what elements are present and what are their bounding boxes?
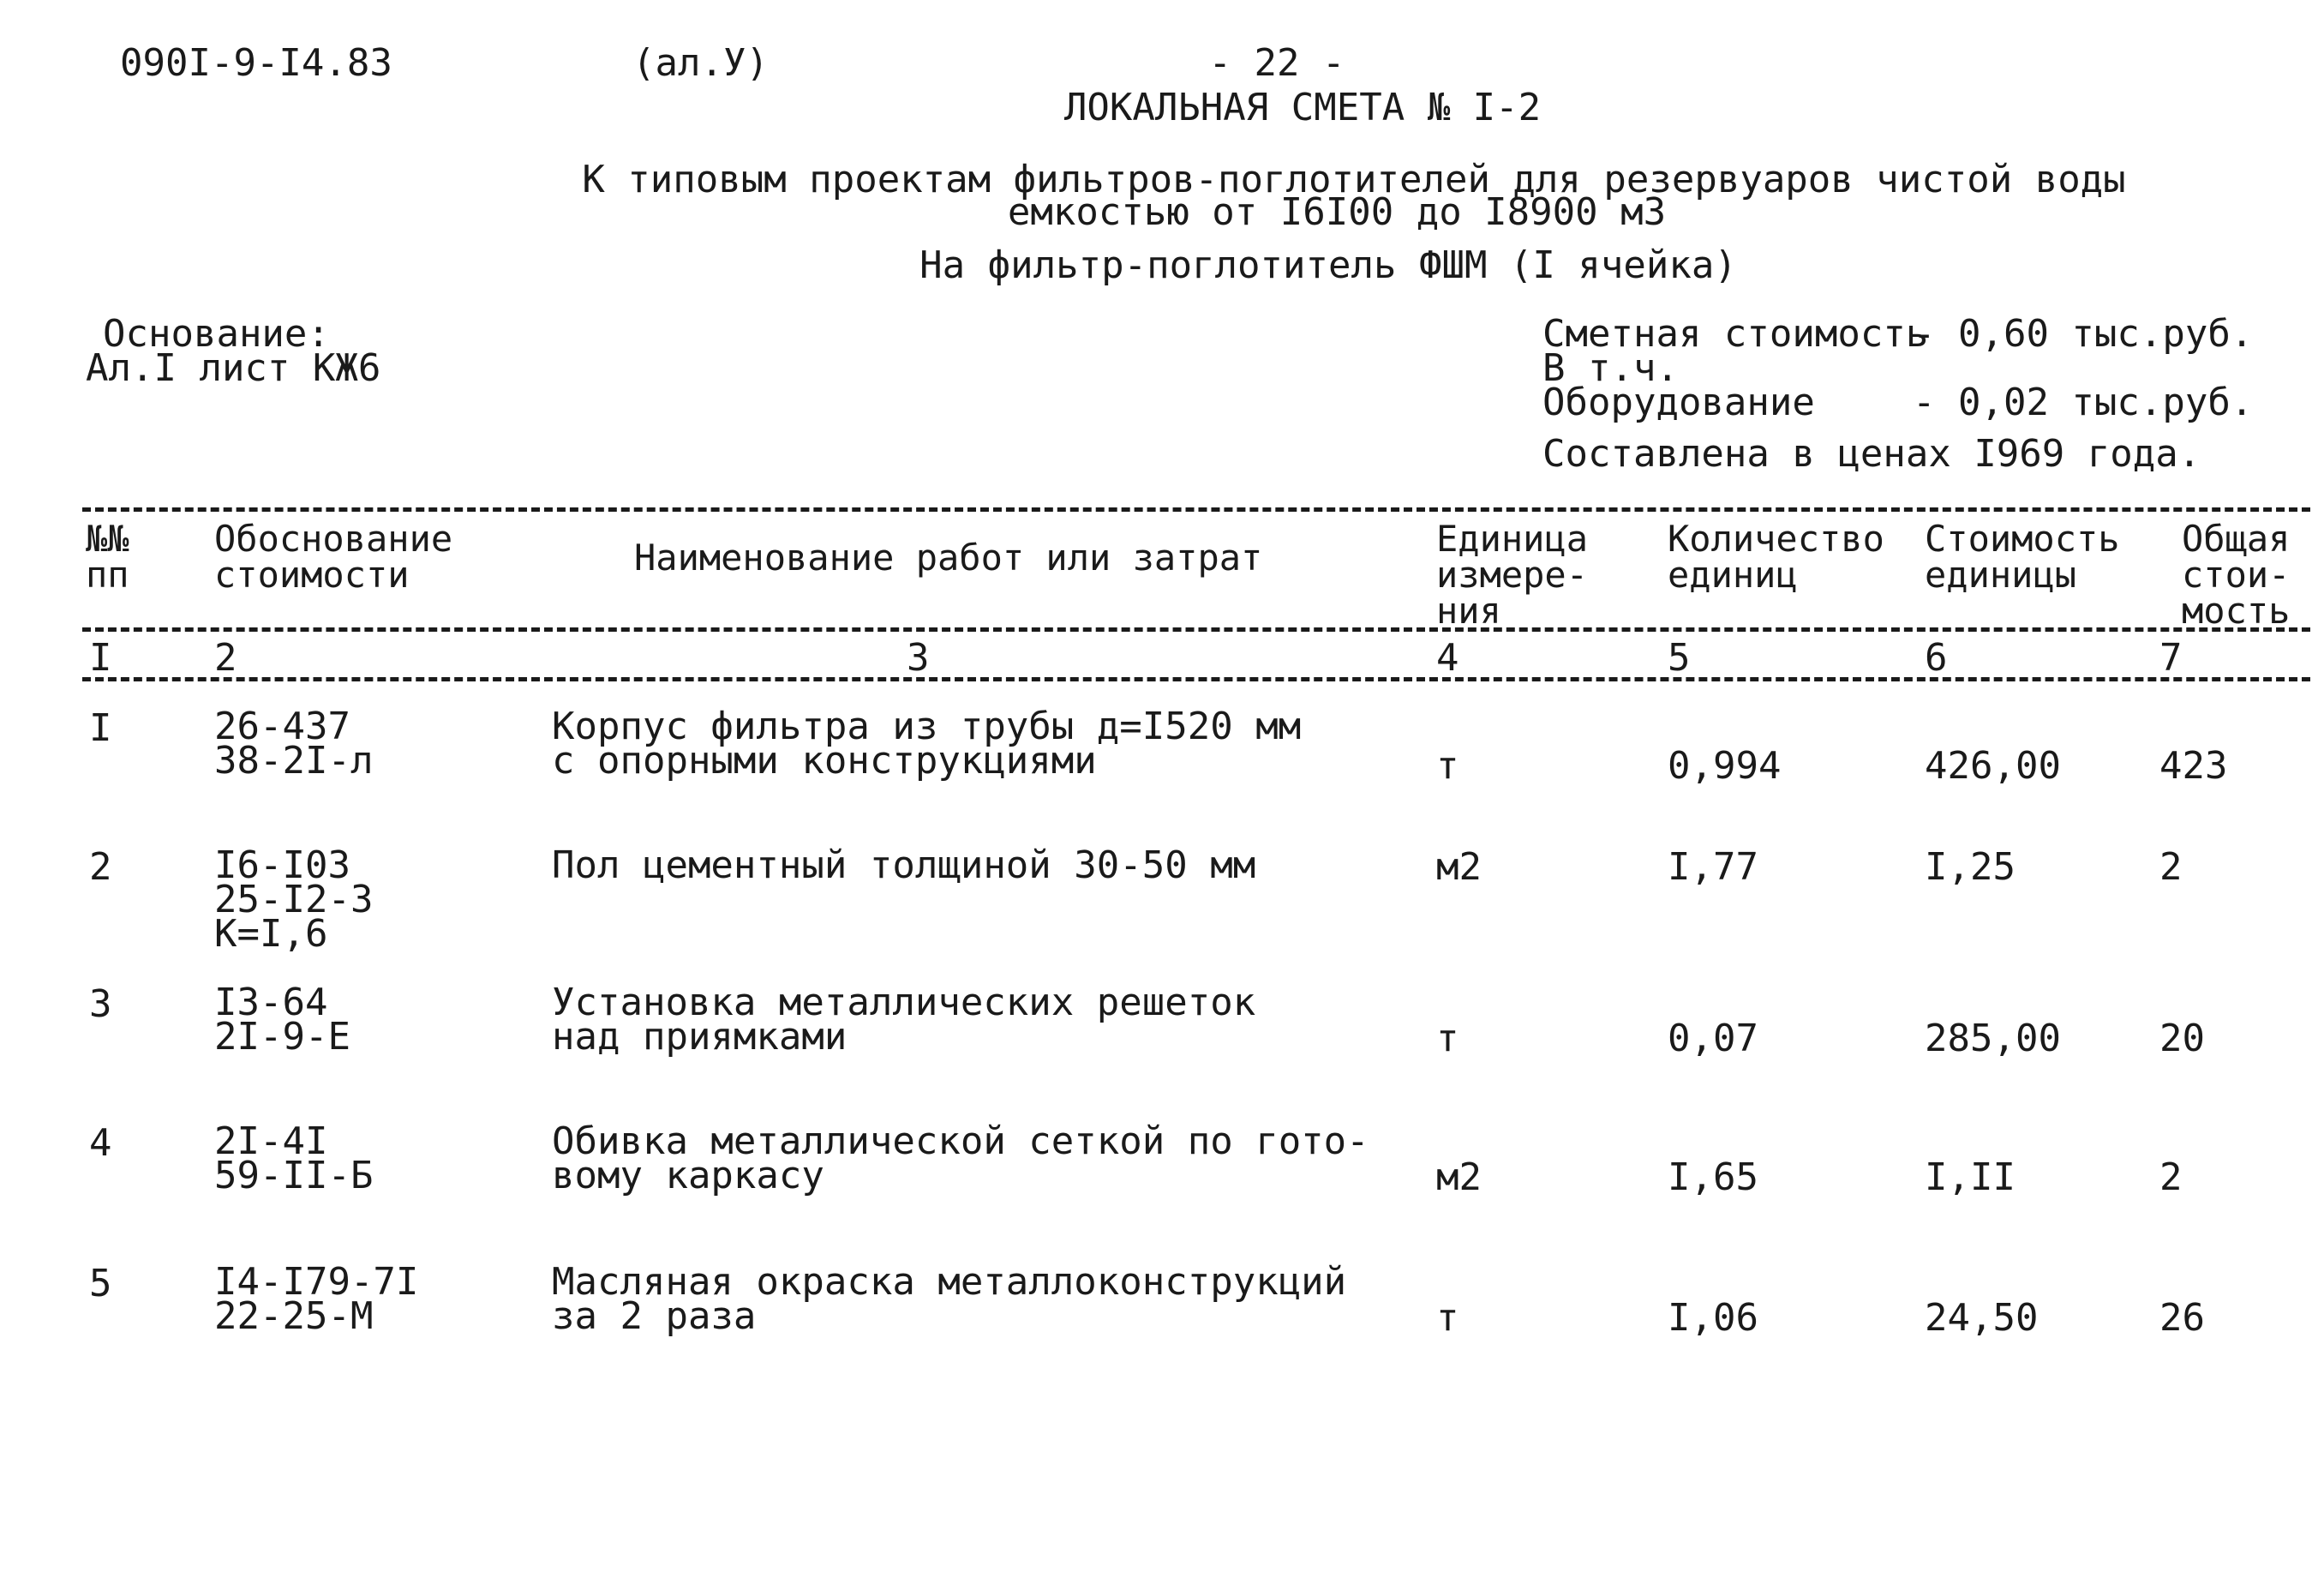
row-1-name: Корпус фильтра из трубы д=I520 мм с опорными конструкциями [552, 705, 1302, 783]
row-5-quantity: I,06 [1668, 1296, 1758, 1340]
column-number-1: I [89, 636, 112, 680]
row-5-name: Масляная окраска металлоконструкций за 2 раза [552, 1260, 1347, 1338]
row-1-unit-cost: 426,00 [1925, 744, 2061, 788]
column-number-6: 6 [1925, 636, 1948, 680]
prices-year-note: Составлена в ценах I969 года. [1542, 432, 2201, 476]
header-col7: Общая стои- мость [2182, 518, 2291, 632]
row-2-quantity: I,77 [1668, 845, 1758, 889]
table-header-rule [82, 627, 2310, 632]
header-col5: Количество единиц [1668, 518, 1884, 596]
column-number-7: 7 [2159, 636, 2183, 680]
header-col3: Наименование работ или затрат [634, 537, 1263, 579]
row-5-unit: т [1436, 1296, 1459, 1340]
row-4-unit: м2 [1436, 1155, 1482, 1199]
table-top-rule [82, 507, 2310, 512]
basis-value: Ал.I лист КЖ6 [86, 346, 381, 390]
row-2-unit-cost: I,25 [1925, 845, 2016, 889]
column-number-3: 3 [907, 636, 930, 680]
estimate-subtitle-line1: К типовым проектам фильтров-поглотителей для резервуаров чистой воды [582, 158, 2126, 201]
header-col2: Обоснование стоимости [214, 518, 453, 596]
row-2-total: 2 [2159, 845, 2183, 889]
column-number-5: 5 [1668, 636, 1691, 680]
column-numbers-rule [82, 677, 2310, 681]
header-col6: Стоимость единицы [1925, 518, 2120, 596]
estimate-subtitle-line3: На фильтр-поглотитель ФШМ (I ячейка) [919, 243, 1737, 287]
row-1-quantity: 0,994 [1668, 744, 1782, 788]
row-5-basis: I4-I79-7I 22-25-М [214, 1260, 419, 1338]
row-2-number: 2 [89, 845, 112, 889]
header-col4: Единица измере- ния [1436, 518, 1589, 632]
row-4-name: Обивка металлической сеткой по гото- вому каркасу [552, 1119, 1369, 1197]
total-cost-label: Сметная стоимость [1542, 312, 1929, 356]
equipment-value: - 0,02 тыс.руб. [1913, 381, 2254, 424]
row-4-unit-cost: I,II [1925, 1155, 2016, 1199]
total-cost-value: - 0,60 тыс.руб. [1913, 312, 2254, 356]
row-1-basis: 26-437 38-2I-л [214, 705, 374, 783]
row-3-quantity: 0,07 [1668, 1017, 1758, 1060]
row-3-unit-cost: 285,00 [1925, 1017, 2061, 1060]
estimate-title: ЛОКАЛЬНАЯ СМЕТА № I-2 [1063, 86, 1542, 129]
page-number: - 22 - [1208, 41, 1345, 85]
row-4-total: 2 [2159, 1155, 2183, 1199]
row-4-quantity: I,65 [1668, 1155, 1758, 1199]
column-number-4: 4 [1436, 636, 1459, 680]
basis-label: Основание: [103, 312, 330, 356]
row-3-basis: I3-64 2I-9-Е [214, 981, 350, 1059]
row-1-unit: т [1436, 744, 1459, 788]
row-1-number: I [89, 706, 112, 750]
document-code: 090I-9-I4.83 [120, 41, 392, 85]
estimate-subtitle-line2: емкостью от I6I00 до I8900 м3 [1007, 190, 1667, 234]
row-5-unit-cost: 24,50 [1925, 1296, 2039, 1340]
row-4-number: 4 [89, 1121, 112, 1165]
album-number: (ал.У) [632, 41, 769, 85]
header-col1: №№ пп [86, 518, 129, 596]
equipment-label: Оборудование [1542, 381, 1815, 424]
row-2-unit: м2 [1436, 845, 1482, 889]
row-1-total: 423 [2159, 744, 2228, 788]
row-3-name: Установка металлических решеток над приямками [552, 981, 1256, 1059]
row-3-total: 20 [2159, 1017, 2205, 1060]
including-label: В т.ч. [1542, 346, 1679, 390]
column-number-2: 2 [214, 636, 237, 680]
row-2-name: Пол цементный толщиной 30-50 мм [552, 843, 1256, 887]
row-3-unit: т [1436, 1017, 1459, 1060]
row-5-number: 5 [89, 1262, 112, 1305]
row-3-number: 3 [89, 982, 112, 1026]
row-2-basis: I6-I03 25-I2-3 К=I,6 [214, 843, 374, 956]
row-5-total: 26 [2159, 1296, 2205, 1340]
row-4-basis: 2I-4I 59-II-Б [214, 1119, 374, 1197]
